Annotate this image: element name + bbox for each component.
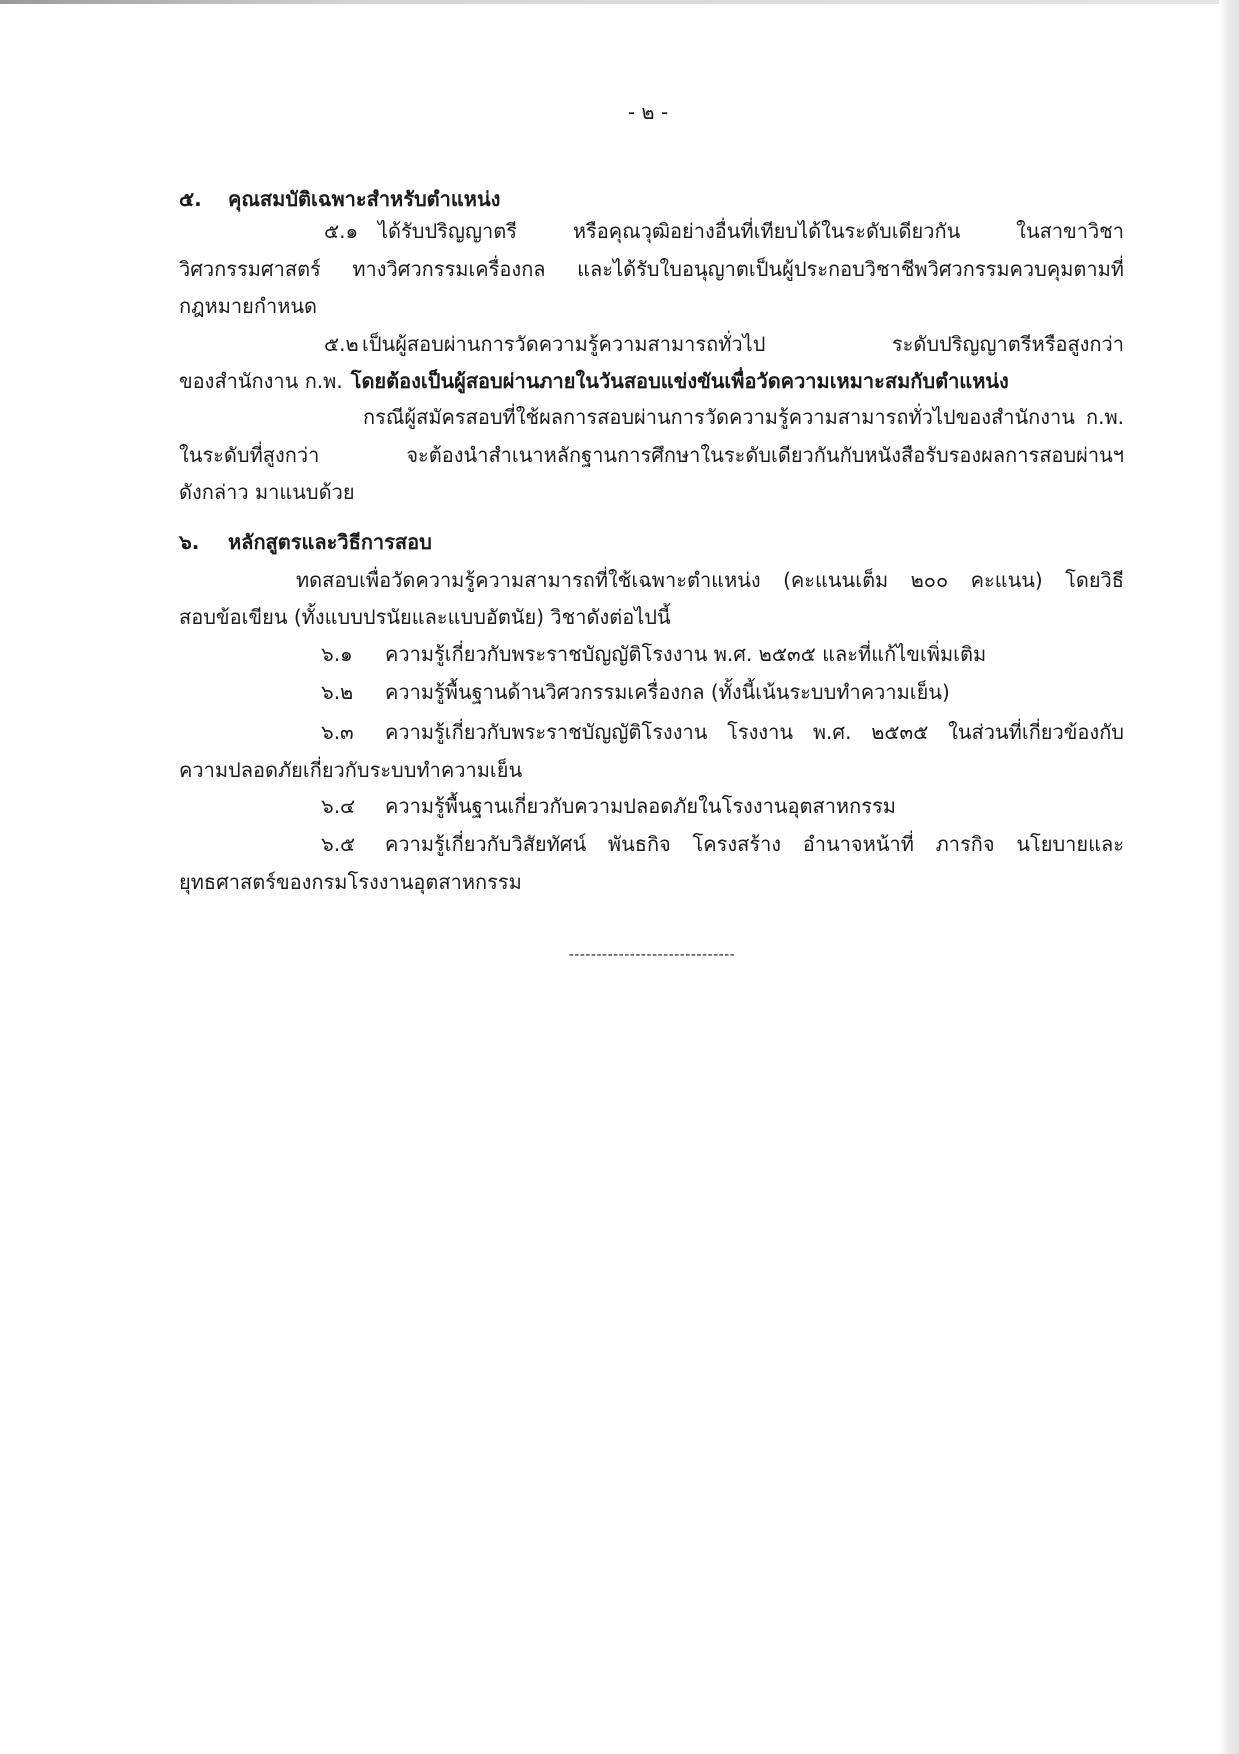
subject-6-1-number: ๖.๑	[321, 642, 353, 666]
subject-6-2	[321, 675, 1124, 709]
subject-6-5-text-2: ยุทธศาสตร์ของกรมโรงงานอุตสาหกรรม	[179, 870, 522, 894]
subject-6-4-number: ๖.๔	[321, 794, 356, 818]
subject-6-1-text: ความรู้เกี่ยวกับพระราชบัญญัติโรงงาน พ.ศ. ๒๕๓๕ และที่แก้ไขเพิ่มเติม	[385, 642, 987, 666]
subject-6-2-text: ความรู้พื้นฐานด้านวิศวกรรมเครื่องกล (ทั้งนี้เน้นระบบทำความเย็น)	[385, 680, 950, 704]
item-5-2-text-1: เป็นผู้สอบผ่านการวัดความรู้ความสามารถทั่วไป ระดับปริญญาตรีหรือสูงกว่า	[362, 332, 1124, 356]
item-5-2-line-1	[324, 327, 1124, 361]
subject-6-3-number: ๖.๓	[321, 720, 354, 744]
subject-6-1	[321, 637, 1124, 671]
section-6-title: หลักสูตรและวิธีการสอบ	[228, 530, 432, 554]
item-5-2-text-2: ของสำนักงาน ก.พ.	[179, 369, 343, 393]
item-5-2-note-line-2: ในระดับที่สูงกว่า จะต้องนำสำเนาหลักฐานการศึกษาในระดับเดียวกันกับหนังสือรับรองผลการสอบผ่านฯ	[179, 443, 1124, 467]
item-5-1-number: ๕.๑	[324, 219, 359, 243]
item-5-1-line-2: วิศวกรรมศาสตร์ ทางวิศวกรรมเครื่องกล และได้รับใบอนุญาตเป็นผู้ประกอบวิชาชีพวิศวกรรมควบคุมตามที่	[179, 257, 1124, 281]
section-6-number: ๖.	[179, 530, 200, 554]
subject-6-5-number: ๖.๕	[321, 832, 356, 856]
section-6-intro-line-1: ทดสอบเพื่อวัดความรู้ความสามารถที่ใช้เฉพาะตำแหน่ง (คะแนนเต็ม ๒๐๐ คะแนน) โดยวิธี	[296, 568, 1124, 592]
section-6-heading	[179, 525, 1124, 559]
item-5-1-text-1: ได้รับปริญญาตรี หรือคุณวุฒิอย่างอื่นที่เทียบได้ในระดับเดียวกัน ในสาขาวิชา	[378, 219, 1124, 243]
subject-6-3-text-2: ความปลอดภัยเกี่ยวกับระบบทำความเย็น	[179, 758, 523, 782]
item-5-2-line-2	[179, 364, 1124, 398]
scan-edge-right	[1219, 0, 1239, 1754]
subject-6-4-text: ความรู้พื้นฐานเกี่ยวกับความปลอดภัยในโรงงานอุตสาหกรรม	[385, 794, 896, 818]
scan-edge-top	[0, 0, 1239, 4]
section-5-number: ๕.	[179, 187, 202, 211]
section-5-heading	[179, 182, 1124, 216]
subject-6-5-text-1: ความรู้เกี่ยวกับวิสัยทัศน์ พันธกิจ โครงสร้าง อำนาจหน้าที่ ภารกิจ นโยบายและ	[385, 832, 1124, 856]
section-6-intro-line-2: สอบข้อเขียน (ทั้งแบบปรนัยและแบบอัตนัย) วิชาดังต่อไปนี้	[179, 605, 671, 629]
subject-6-3-text-1: ความรู้เกี่ยวกับพระราชบัญญัติโรงงาน โรงงาน พ.ศ. ๒๕๓๕ ในส่วนที่เกี่ยวข้องกับ	[385, 720, 1124, 744]
end-dashed-rule: ------------------------------	[568, 947, 736, 963]
subject-6-3	[321, 715, 1124, 749]
item-5-2-note-line-1: กรณีผู้สมัครสอบที่ใช้ผลการสอบผ่านการวัดความรู้ความสามารถทั่วไปของสำนักงาน ก.พ.	[363, 405, 1124, 429]
item-5-2-note-line-3: ดังกล่าว มาแนบด้วย	[179, 480, 355, 504]
item-5-2-bold-requirement: โดยต้องเป็นผู้สอบผ่านภายในวันสอบแข่งขันเพื่อวัดความเหมาะสมกับตำแหน่ง	[350, 369, 1009, 393]
subject-6-5	[321, 827, 1124, 861]
item-5-1-line-3: กฎหมายกำหนด	[179, 294, 318, 318]
item-5-2-number: ๕.๒	[324, 332, 359, 356]
section-5-title: คุณสมบัติเฉพาะสำหรับตำแหน่ง	[228, 187, 501, 211]
subject-6-2-number: ๖.๒	[321, 680, 354, 704]
item-5-1-line-1	[324, 214, 1124, 248]
page-number: - ๒ -	[627, 100, 669, 124]
subject-6-4	[321, 789, 1124, 823]
